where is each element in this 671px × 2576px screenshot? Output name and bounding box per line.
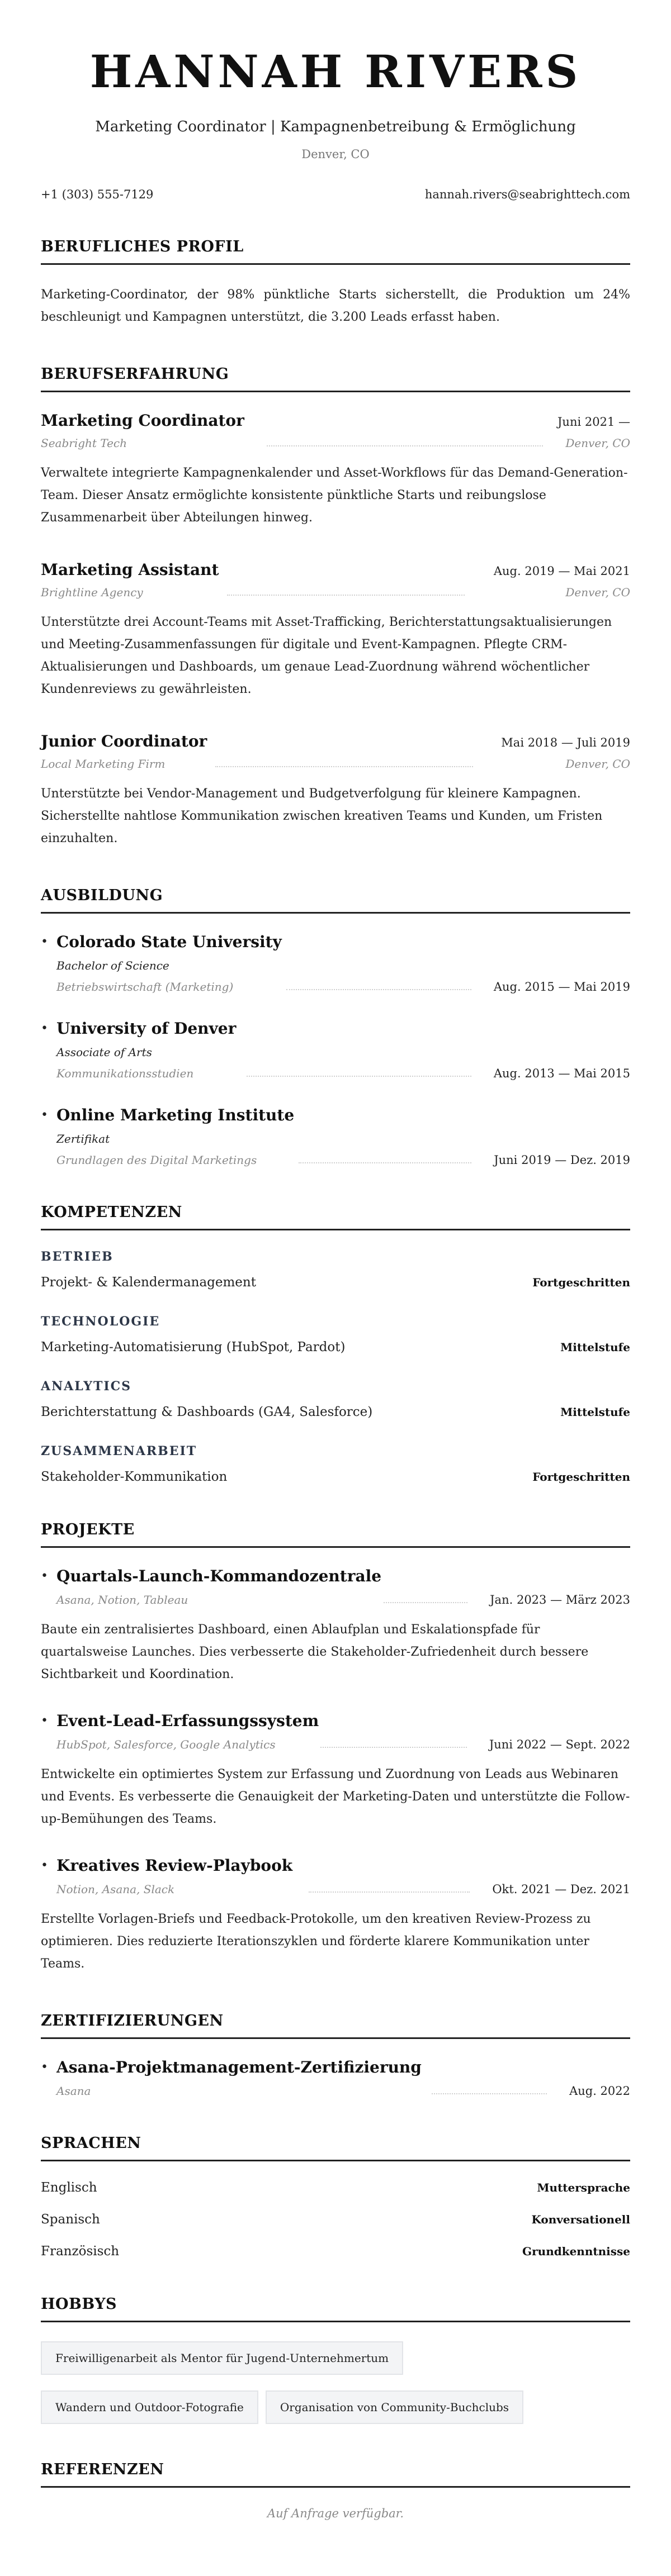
section-skills	[41, 1204, 630, 1484]
bullet-icon: •	[41, 2060, 48, 2074]
bullet-icon: •	[41, 1714, 48, 1728]
bullet-icon: •	[41, 1859, 48, 1872]
job-entry	[41, 732, 630, 850]
section-projects	[41, 1521, 630, 1975]
language-name: Französisch	[41, 2244, 120, 2259]
education-dates: Aug. 2015 — Mai 2019	[493, 980, 630, 994]
skill-name: Stakeholder-Kommunikation	[41, 1470, 228, 1484]
company-name: Brightline Agency	[41, 586, 143, 599]
project-entry	[41, 1712, 630, 1831]
bullet-icon: •	[41, 1108, 48, 1122]
skill-name: Marketing-Automatisierung (HubSpot, Pardot)	[41, 1340, 346, 1354]
skill-level: Mittelstufe	[560, 1405, 630, 1419]
job-dates: Aug. 2019 — Mai 2021	[493, 564, 630, 578]
section-title: SPRACHEN	[41, 2135, 630, 2161]
section-title: BERUFLICHES PROFIL	[41, 238, 630, 265]
education-dates: Aug. 2013 — Mai 2015	[493, 1067, 630, 1080]
degree: Associate of Arts	[56, 1045, 152, 1059]
section-certifications	[41, 2012, 630, 2098]
section-title: HOBBYS	[41, 2295, 630, 2322]
project-description: Baute ein zentralisiertes Dashboard, einen Ablaufplan und Eskalationspfade für quartalsweise Launches. Dies verbesserte die Stakeholder-Zufriedenheit durch bessere Sichtbarkeit und Koordination.	[41, 1623, 589, 1681]
field-of-study: Betriebswirtschaft (Marketing)	[56, 980, 234, 994]
dotted-leader	[215, 766, 473, 767]
contact-row	[41, 188, 630, 201]
section-references	[41, 2461, 630, 2520]
job-entry	[41, 411, 630, 529]
certification-name: Asana-Projektmanagement-Zertifizierung	[56, 2058, 422, 2076]
job-location: Denver, CO	[565, 586, 630, 599]
school-name: Online Marketing Institute	[56, 1106, 295, 1124]
project-dates: Okt. 2021 — Dez. 2021	[492, 1883, 630, 1896]
job-title: Marketing Assistant	[41, 560, 219, 579]
section-title: KOMPETENZEN	[41, 1204, 630, 1230]
school-name: Colorado State University	[56, 933, 282, 951]
resume-header	[41, 45, 630, 201]
dotted-leader	[309, 1891, 470, 1893]
education-entry	[41, 1106, 630, 1167]
section-languages	[41, 2135, 630, 2259]
degree: Zertifikat	[56, 1132, 110, 1146]
language-level: Muttersprache	[537, 2181, 630, 2194]
header-location: Denver, CO	[301, 148, 370, 161]
job-description: Unterstützte drei Account-Teams mit Asset-Trafficking, Berichterstattungsaktualisierungen und Meeting-Zusammenfassungen für digitale und Event-Kampagnen. Pflegte CRM-Aktualisierungen und Dashboards, um genaue Lead-Zuordnung während wöchentlicher Kundenreviews zu gewährleisten.	[41, 615, 612, 696]
skill-level: Mittelstufe	[560, 1341, 630, 1354]
company-name: Seabright Tech	[41, 436, 127, 450]
project-tools: Notion, Asana, Slack	[56, 1883, 175, 1896]
education-dates: Juni 2019 — Dez. 2019	[494, 1153, 630, 1167]
dotted-leader	[247, 1076, 471, 1077]
hobby-chip: Freiwilligenarbeit als Mentor für Jugend-Unternehmertum	[41, 2341, 403, 2375]
skill-name: Berichterstattung & Dashboards (GA4, Salesforce)	[41, 1405, 373, 1419]
skill-category	[41, 1379, 630, 1419]
section-profile	[41, 238, 630, 329]
section-hobbies	[41, 2295, 630, 2424]
field-of-study: Grundlagen des Digital Marketings	[56, 1153, 257, 1167]
job-dates: Juni 2021 —	[557, 415, 630, 429]
language-name: Englisch	[41, 2180, 97, 2195]
project-entry	[41, 1856, 630, 1975]
candidate-name: HANNAH RIVERS	[89, 45, 582, 98]
education-entry	[41, 933, 630, 994]
bullet-icon: •	[41, 1021, 48, 1035]
project-dates: Jan. 2023 — März 2023	[490, 1593, 630, 1607]
project-entry	[41, 1567, 630, 1686]
email-link[interactable]: hannah.rivers@seabrighttech.com	[424, 188, 630, 201]
bullet-icon: •	[41, 1569, 48, 1583]
section-title: REFERENZEN	[41, 2461, 630, 2488]
section-title: AUSBILDUNG	[41, 887, 630, 914]
skill-category	[41, 1249, 630, 1290]
certification-entry	[41, 2058, 630, 2098]
language-level: Grundkenntnisse	[522, 2245, 630, 2258]
dotted-leader	[432, 2093, 547, 2094]
job-entry	[41, 560, 630, 701]
job-description: Unterstützte bei Vendor-Management und Budgetverfolgung für kleinere Kampagnen. Sicherstellte nahtlose Kommunikation zwischen kreativen Teams und Kunden, um Fristen einzuhalten.	[41, 787, 603, 845]
dotted-leader	[384, 1602, 467, 1603]
project-tools: HubSpot, Salesforce, Google Analytics	[56, 1738, 276, 1751]
section-education	[41, 887, 630, 1167]
project-dates: Juni 2022 — Sept. 2022	[489, 1738, 630, 1751]
skill-name: Projekt- & Kalendermanagement	[41, 1275, 256, 1290]
language-level: Konversationell	[531, 2213, 630, 2226]
section-title: PROJEKTE	[41, 1521, 630, 1548]
project-tools: Asana, Notion, Tableau	[56, 1593, 188, 1607]
language-name: Spanisch	[41, 2212, 100, 2227]
hobby-chips	[41, 2341, 630, 2424]
skill-category-label: TECHNOLOGIE	[41, 1314, 160, 1329]
job-title: Marketing Coordinator	[41, 411, 244, 430]
section-experience	[41, 365, 630, 850]
skill-category-label: ZUSAMMENARBEIT	[41, 1444, 197, 1458]
dotted-leader	[320, 1747, 467, 1748]
company-name: Local Marketing Firm	[41, 757, 166, 771]
job-dates: Mai 2018 — Juli 2019	[501, 736, 630, 749]
degree: Bachelor of Science	[56, 959, 169, 972]
job-location: Denver, CO	[565, 436, 630, 450]
job-description: Verwaltete integrierte Kampagnenkalender und Asset-Workflows für das Demand-Generation-Team. Dieser Ansatz ermöglichte konsistente pünktliche Starts und reibungslose Zusammenarbeit über Abteilungen hinweg.	[41, 466, 628, 525]
hobby-chip: Wandern und Outdoor-Fotografie	[41, 2390, 258, 2424]
skill-category	[41, 1314, 630, 1354]
dotted-leader	[267, 445, 543, 446]
language-row	[41, 2212, 630, 2227]
section-title: BERUFSERFAHRUNG	[41, 365, 630, 392]
language-row	[41, 2244, 630, 2259]
school-name: University of Denver	[56, 1019, 237, 1038]
project-description: Entwickelte ein optimiertes System zur Erfassung und Zuordnung von Leads aus Webinaren und Events. Es verbesserte die Genauigkeit der Marketing-Daten und unterstützte die Follow-up-Bemühungen des Teams.	[41, 1767, 630, 1826]
education-entry	[41, 1019, 630, 1080]
skill-category-label: ANALYTICS	[41, 1379, 132, 1394]
certification-issuer: Asana	[56, 2084, 91, 2098]
field-of-study: Kommunikationsstudien	[56, 1067, 194, 1080]
phone: +1 (303) 555-7129	[41, 188, 154, 201]
dotted-leader	[227, 595, 465, 596]
skill-category	[41, 1444, 630, 1484]
skill-level: Fortgeschritten	[532, 1470, 630, 1484]
skill-level: Fortgeschritten	[532, 1276, 630, 1289]
dotted-leader	[286, 989, 471, 990]
certification-date: Aug. 2022	[569, 2084, 630, 2098]
references-note: Auf Anfrage verfügbar.	[267, 2507, 404, 2520]
bullet-icon: •	[41, 935, 48, 949]
language-row	[41, 2180, 630, 2195]
project-name: Kreatives Review-Playbook	[56, 1856, 293, 1875]
project-name: Quartals-Launch-Kommandozentrale	[56, 1567, 382, 1585]
job-location: Denver, CO	[565, 757, 630, 771]
project-name: Event-Lead-Erfassungssystem	[56, 1712, 319, 1730]
skill-category-label: BETRIEB	[41, 1249, 114, 1264]
project-description: Erstellte Vorlagen-Briefs und Feedback-Protokolle, um den kreativen Review-Prozess zu optimieren. Dies reduzierte Iterationszyklen und förderte klarere Kommunikation unter Teams.	[41, 1912, 591, 1971]
hobby-chip: Organisation von Community-Buchclubs	[266, 2390, 523, 2424]
profile-summary: Marketing-Coordinator, der 98% pünktliche Starts sicherstellt, die Produktion um 24% beschleunigt und Kampagnen unterstützt, die 3.200 Leads erfasst haben.	[41, 288, 630, 324]
headline: Marketing Coordinator | Kampagnenbetreibung & Ermöglichung	[95, 118, 576, 135]
job-title: Junior Coordinator	[41, 732, 207, 750]
dotted-leader	[299, 1162, 471, 1163]
section-title: ZERTIFIZIERUNGEN	[41, 2012, 630, 2039]
